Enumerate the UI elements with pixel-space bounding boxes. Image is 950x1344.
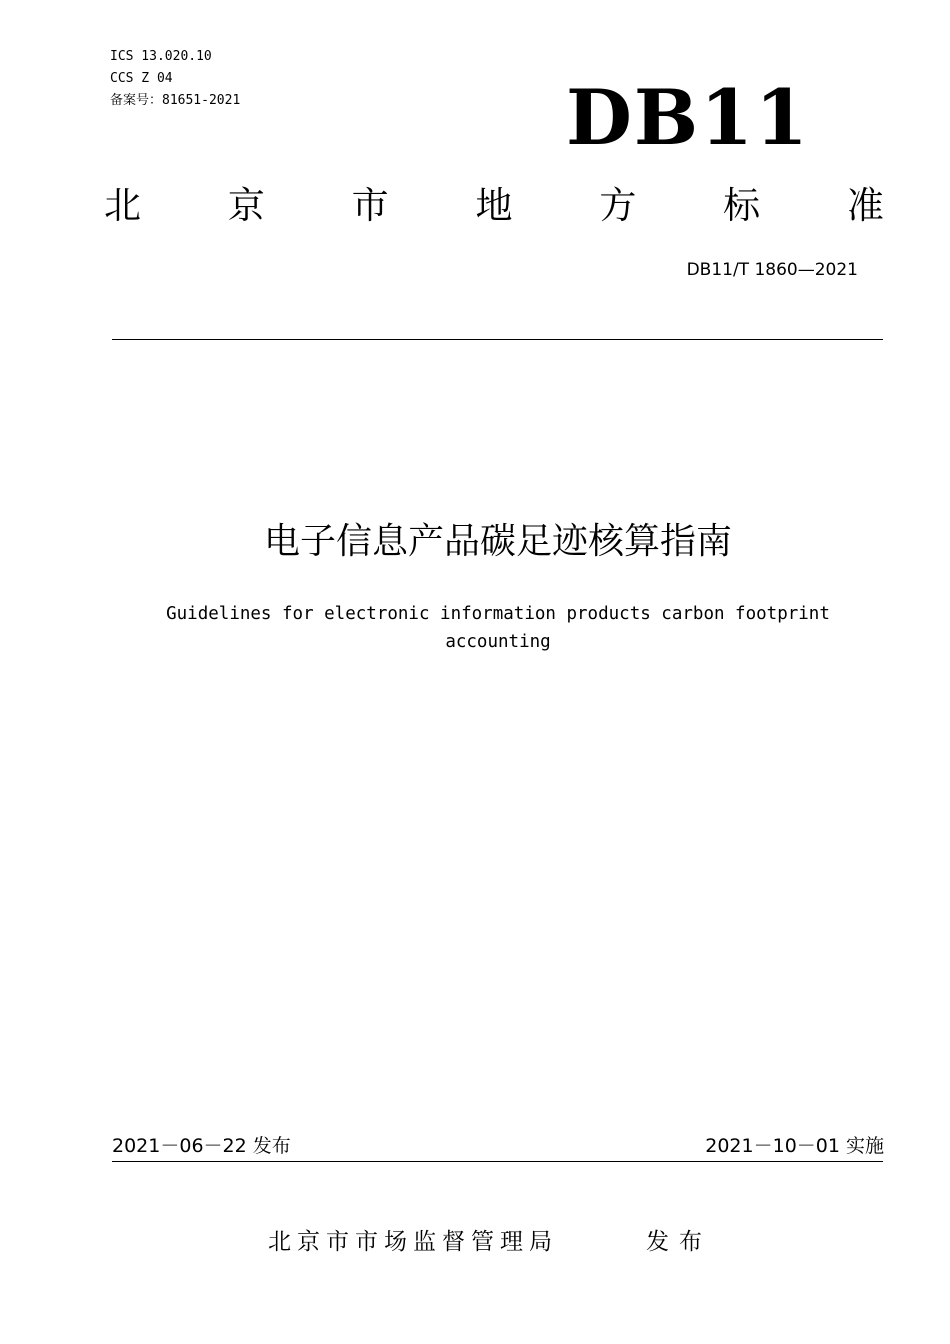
standard-type-char: 地 xyxy=(475,184,513,227)
document-title-english xyxy=(120,600,876,656)
implementation-date: 2021－10－01 实施 xyxy=(705,1135,884,1157)
classification-codes xyxy=(110,46,240,112)
publisher-name: 北京市市场监督管理局 xyxy=(268,1229,558,1255)
standard-type-char: 北 xyxy=(104,184,141,227)
title-english-line: accounting xyxy=(445,632,551,652)
standard-type-char: 标 xyxy=(723,184,761,227)
standard-type-char: 市 xyxy=(351,184,389,227)
standard-type-heading xyxy=(104,182,884,230)
ics-code: ICS 13.020.10 xyxy=(110,49,212,64)
document-title-chinese: 电子信息产品碳足迹核算指南 xyxy=(263,521,732,562)
standard-type-char: 方 xyxy=(599,184,637,227)
top-divider xyxy=(112,339,883,340)
standard-type-char: 京 xyxy=(227,184,265,227)
bottom-divider xyxy=(112,1161,883,1162)
record-number: 备案号：81651-2021 xyxy=(110,93,241,108)
standard-type-char: 准 xyxy=(846,184,884,227)
issue-date: 2021－06－22 发布 xyxy=(112,1135,291,1157)
ccs-code: CCS Z 04 xyxy=(110,71,173,86)
standard-number: DB11/T 1860—2021 xyxy=(686,260,858,280)
title-english-line: Guidelines for electronic information products carbon footprint xyxy=(166,604,830,624)
db11-logo: DB11 xyxy=(566,73,810,162)
publish-label: 发布 xyxy=(646,1229,712,1255)
